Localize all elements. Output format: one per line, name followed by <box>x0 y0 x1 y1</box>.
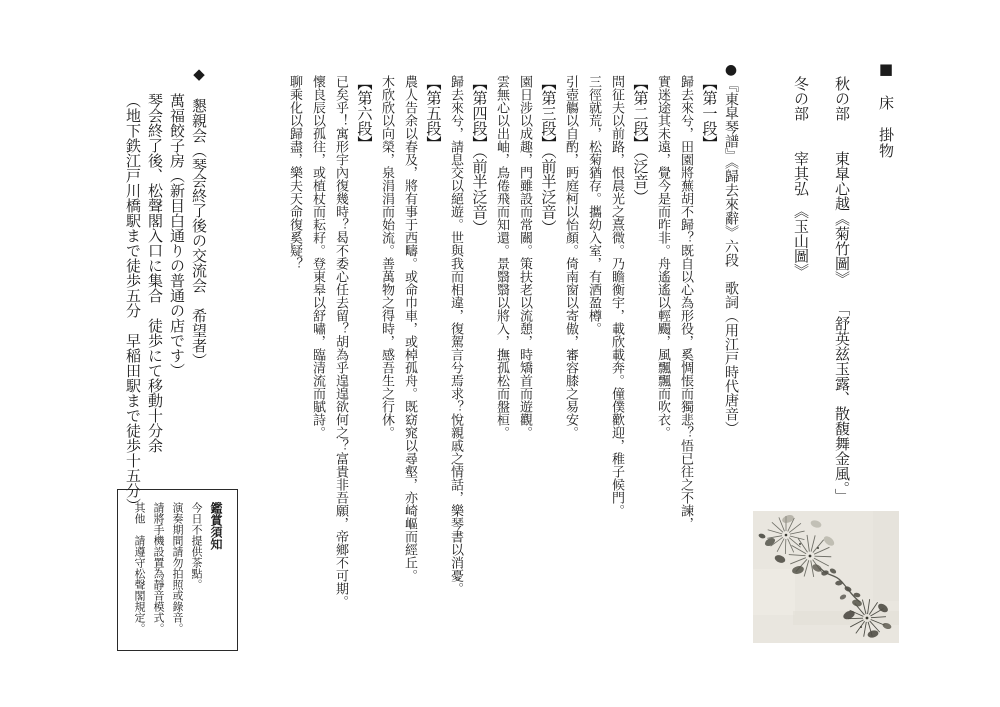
lyrics-line: 歸去來兮，請息交以絕遊。世與我而相違，復駕言兮焉求？悅親戚之情話，樂琴書以消憂。 <box>448 75 463 595</box>
lyrics-section-5 <box>375 75 444 705</box>
viewing-notice-line: 請將手機設置為靜音模式。 <box>152 502 165 634</box>
lyrics-section-3 <box>490 75 559 705</box>
hanging-winter: 冬の部 宰其弘 《玉山圖》 <box>792 76 810 279</box>
viewing-notice-content <box>118 490 237 650</box>
section-header: 【第六段】 <box>355 75 373 152</box>
viewing-notice-line: 其他 請遵守松聲閣規定。 <box>133 502 146 634</box>
viewing-notice-line: 今日不提供茶點。 <box>190 502 203 590</box>
after-party-line: 萬福餃子房（新目白通りの普通の店です） <box>168 93 186 378</box>
lyrics-line: 懷良辰以孤往，或植杖而耘耔。登東皋以舒嘯，臨清流而賦詩。 <box>310 75 325 439</box>
viewing-notice-line: 演奏期間請勿拍照或錄音。 <box>171 502 184 634</box>
lyrics-line: 木欣欣以向榮，泉涓涓而始流。善萬物之得時，感吾生之行休。 <box>379 75 394 439</box>
lyrics-section-2 <box>559 75 651 705</box>
chrysanthemum-painting <box>753 511 899 643</box>
lyrics-section-1 <box>651 75 720 705</box>
viewing-notice-box <box>117 489 238 651</box>
tokonoma-heading: ■ 床 掛物 <box>877 60 895 159</box>
lyrics-line: 雲無心以出岫，鳥倦飛而知還。景翳翳以將入，撫孤松而盤桓。 <box>494 75 509 439</box>
section-header: 【第二段】（泛音） <box>631 75 649 205</box>
lyrics-line: 引壺觴以自酌，眄庭柯以怡顏。倚南窗以寄傲，審容膝之易安。 <box>563 75 578 439</box>
lyrics-line: 歸去來兮，田園將蕪胡不歸？既自以心為形役，奚惆悵而獨悲？悟已往之不諫， <box>678 75 693 530</box>
program-title: ●『東皐琴譜』《歸去來辭》六段 歌詞（用江戸時代唐音） <box>723 62 739 435</box>
lyrics-line: 已矣乎！寓形宇內復幾時？曷不委心任去留？胡為乎遑遑欲何之？富貴非吾願，帝鄉不可期。 <box>333 75 348 608</box>
section-header: 【第四段】（前半泛音） <box>470 75 488 235</box>
section-header: 【第一段】 <box>700 75 718 152</box>
section-header: 【第五段】 <box>424 75 442 152</box>
lyrics-body <box>283 75 720 705</box>
lyrics-line: 農人告余以春及，將有事于西疇。或命巾車，或棹孤舟。既窈窕以尋壑，亦崎嶇而經丘。 <box>402 75 417 582</box>
lyrics-line: 實迷途其未遠，覺今是而昨非。舟遙遙以輕颺，風飄飄而吹衣。 <box>655 75 670 439</box>
after-party-line: 琴会終了後、松聲閣入口に集合 徒歩にて移動十分余 <box>146 93 164 453</box>
lyrics-line: 問征夫以前路，恨晨光之熹微。乃瞻衡宇，載欣載奔。僮僕歡迎，稚子候門。 <box>609 75 624 517</box>
after-party-block <box>122 65 210 513</box>
lyrics-line: 三徑就荒，松菊猶存。攜幼入室，有酒盈樽。 <box>586 75 601 335</box>
after-party-line: ◆ 懇親会（琴会終了後の交流会 希望者） <box>190 65 208 368</box>
viewing-notice-title: 鑑賞須知 <box>209 502 223 550</box>
lyrics-line: 園日涉以成趣，門雖設而常關。策扶老以流憩，時矯首而遊觀。 <box>517 75 532 439</box>
lyrics-line: 聊乘化以歸盡，樂夫天命復奚疑？ <box>287 75 302 270</box>
chrysanthemum-painting-svg <box>753 511 899 643</box>
lyrics-section-4 <box>444 75 490 705</box>
hanging-autumn: 秋の部 東皐心越《菊竹圖》 「舒英兹玉露、散馥舞金風。」 <box>833 76 851 504</box>
lyrics-section-6 <box>283 75 375 705</box>
section-header: 【第三段】（前半泛音） <box>539 75 557 235</box>
after-party-line: （地下鉄江戸川橋駅まで徒歩五分 早稲田駅まで徒歩十五分） <box>124 93 142 513</box>
